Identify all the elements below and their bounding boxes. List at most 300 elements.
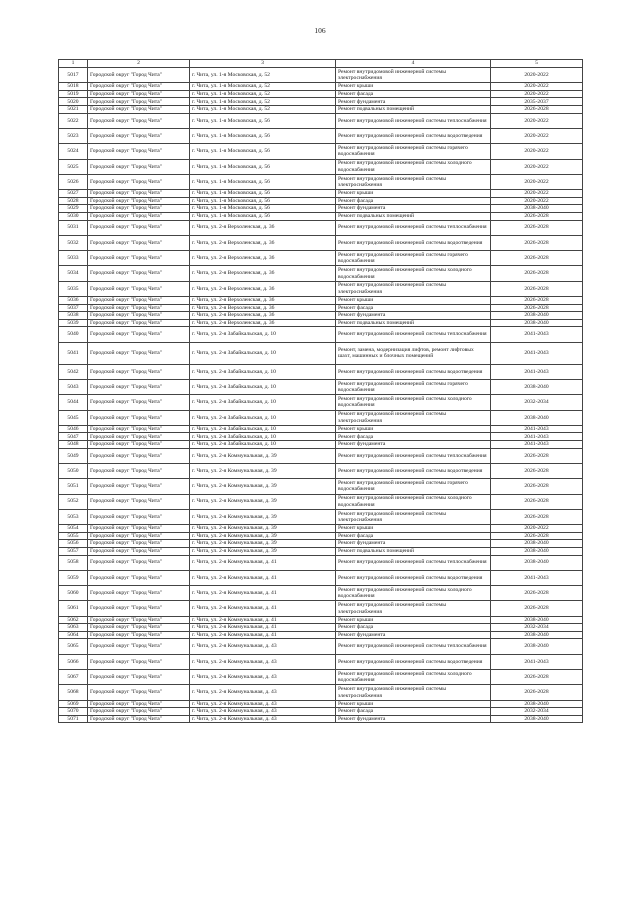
address-cell: г. Чита, ул. 2-я Забайкальская, д. 10	[190, 395, 336, 410]
period-cell: 2026-2028	[491, 463, 583, 478]
table-row	[59, 570, 583, 585]
address-cell: г. Чита, ул. 2-я Коммунальная, д. 43	[190, 670, 336, 685]
column-number: 2	[88, 60, 190, 68]
address-cell: г. Чита, ул. 1-я Московская, д. 56	[190, 205, 336, 213]
municipality-cell: Городской округ "Город Чита"	[88, 220, 190, 235]
work-type-cell: Ремонт подвальных помещений	[336, 212, 491, 220]
address-cell: г. Чита, ул. 1-я Московская, д. 52	[190, 83, 336, 91]
table-row	[59, 327, 583, 342]
address-cell: г. Чита, ул. 2-я Коммунальная, д. 39	[190, 547, 336, 555]
table-row	[59, 448, 583, 463]
work-type-cell: Ремонт крыши	[336, 425, 491, 433]
table-row	[59, 342, 583, 364]
municipality-cell: Городской округ "Город Чита"	[88, 212, 190, 220]
work-type-cell: Ремонт фасада	[336, 708, 491, 716]
table-row	[59, 281, 583, 296]
period-cell: 2038-2040	[491, 555, 583, 570]
row-number-cell: 5040	[59, 327, 88, 342]
row-number-cell: 5063	[59, 624, 88, 632]
period-cell: 2041-2043	[491, 342, 583, 364]
work-type-cell: Ремонт подвальных помещений	[336, 547, 491, 555]
period-cell: 2032-2034	[491, 708, 583, 716]
period-cell: 2026-2028	[491, 281, 583, 296]
municipality-cell: Городской округ "Город Чита"	[88, 174, 190, 189]
period-cell: 2026-2028	[491, 220, 583, 235]
period-cell: 2041-2043	[491, 433, 583, 441]
work-type-cell: Ремонт внутридомовой инженерной системы водоотведения	[336, 128, 491, 143]
work-type-cell: Ремонт подвальных помещений	[336, 319, 491, 327]
municipality-cell: Городской округ "Город Чита"	[88, 90, 190, 98]
work-type-cell: Ремонт подвальных помещений	[336, 106, 491, 114]
municipality-cell: Городской округ "Город Чита"	[88, 68, 190, 83]
municipality-cell: Городской округ "Город Чита"	[88, 601, 190, 616]
row-number-cell: 5032	[59, 235, 88, 250]
table-row	[59, 144, 583, 159]
period-cell: 2038-2040	[491, 547, 583, 555]
work-type-cell: Ремонт внутридомовой инженерной системы холодного водоснабжения	[336, 266, 491, 281]
address-cell: г. Чита, ул. 2-я Верхоленская, д. 36	[190, 297, 336, 305]
row-number-cell: 5021	[59, 106, 88, 114]
address-cell: г. Чита, ул. 2-я Коммунальная, д. 43	[190, 700, 336, 708]
table-row	[59, 532, 583, 540]
municipality-cell: Городской округ "Город Чита"	[88, 251, 190, 266]
table-row	[59, 715, 583, 723]
table-row	[59, 586, 583, 601]
period-cell: 2032-2034	[491, 395, 583, 410]
municipality-cell: Городской округ "Город Чита"	[88, 547, 190, 555]
row-number-cell: 5025	[59, 159, 88, 174]
period-cell: 2020-2022	[491, 197, 583, 205]
row-number-cell: 5023	[59, 128, 88, 143]
address-cell: г. Чита, ул. 2-я Коммунальная, д. 39	[190, 479, 336, 494]
municipality-cell: Городской округ "Город Чита"	[88, 463, 190, 478]
address-cell: г. Чита, ул. 1-я Московская, д. 56	[190, 212, 336, 220]
work-type-cell: Ремонт внутридомовой инженерной системы холодного водоснабжения	[336, 395, 491, 410]
work-type-cell: Ремонт фасада	[336, 624, 491, 632]
address-cell: г. Чита, ул. 1-я Московская, д. 56	[190, 159, 336, 174]
municipality-cell: Городской округ "Город Чита"	[88, 448, 190, 463]
row-number-cell: 5042	[59, 364, 88, 379]
column-number: 5	[491, 60, 583, 68]
row-number-cell: 5035	[59, 281, 88, 296]
row-number-cell: 5069	[59, 700, 88, 708]
table-row	[59, 319, 583, 327]
period-cell: 2026-2028	[491, 297, 583, 305]
work-type-cell: Ремонт внутридомовой инженерной системы холодного водоснабжения	[336, 586, 491, 601]
work-type-cell: Ремонт крыши	[336, 700, 491, 708]
work-type-cell: Ремонт внутридомовой инженерной системы водоотведения	[336, 364, 491, 379]
address-cell: г. Чита, ул. 2-я Коммунальная, д. 41	[190, 555, 336, 570]
row-number-cell: 5052	[59, 494, 88, 509]
municipality-cell: Городской округ "Город Чита"	[88, 197, 190, 205]
period-cell: 2038-2040	[491, 631, 583, 639]
municipality-cell: Городской округ "Город Чита"	[88, 83, 190, 91]
period-cell: 2038-2040	[491, 319, 583, 327]
row-number-cell: 5068	[59, 685, 88, 700]
table-row	[59, 212, 583, 220]
period-cell: 2041-2043	[491, 364, 583, 379]
table-row	[59, 68, 583, 83]
address-cell: г. Чита, ул. 2-я Коммунальная, д. 41	[190, 586, 336, 601]
address-cell: г. Чита, ул. 2-я Коммунальная, д. 39	[190, 494, 336, 509]
period-cell: 2035-2037	[491, 98, 583, 106]
address-cell: г. Чита, ул. 2-я Забайкальская, д. 10	[190, 364, 336, 379]
period-cell: 2041-2043	[491, 441, 583, 449]
table-row	[59, 639, 583, 654]
work-type-cell: Ремонт внутридомовой инженерной системы горячего водоснабжения	[336, 479, 491, 494]
municipality-cell: Городской округ "Город Чита"	[88, 555, 190, 570]
row-number-cell: 5048	[59, 441, 88, 449]
table-row	[59, 304, 583, 312]
period-cell: 2038-2040	[491, 410, 583, 425]
municipality-cell: Городской округ "Город Чита"	[88, 281, 190, 296]
work-type-cell: Ремонт внутридомовой инженерной системы теплоснабжения	[336, 448, 491, 463]
address-cell: г. Чита, ул. 2-я Коммунальная, д. 41	[190, 616, 336, 624]
municipality-cell: Городской округ "Город Чита"	[88, 586, 190, 601]
municipality-cell: Городской округ "Город Чита"	[88, 441, 190, 449]
address-cell: г. Чита, ул. 2-я Коммунальная, д. 39	[190, 525, 336, 533]
address-cell: г. Чита, ул. 1-я Московская, д. 52	[190, 98, 336, 106]
address-cell: г. Чита, ул. 2-я Коммунальная, д. 43	[190, 654, 336, 669]
address-cell: г. Чита, ул. 2-я Коммунальная, д. 41	[190, 631, 336, 639]
row-number-cell: 5033	[59, 251, 88, 266]
work-type-cell: Ремонт внутридомовой инженерной системы электроснабжения	[336, 281, 491, 296]
municipality-cell: Городской округ "Город Чита"	[88, 410, 190, 425]
table-row	[59, 98, 583, 106]
row-number-cell: 5059	[59, 570, 88, 585]
address-cell: г. Чита, ул. 2-я Верхоленская, д. 36	[190, 220, 336, 235]
row-number-cell: 5043	[59, 379, 88, 394]
row-number-cell: 5036	[59, 297, 88, 305]
period-cell: 2038-2040	[491, 540, 583, 548]
period-cell: 2020-2022	[491, 83, 583, 91]
work-type-cell: Ремонт внутридомовой инженерной системы теплоснабжения	[336, 113, 491, 128]
municipality-cell: Городской округ "Город Чита"	[88, 159, 190, 174]
work-type-cell: Ремонт крыши	[336, 83, 491, 91]
row-number-cell: 5049	[59, 448, 88, 463]
work-type-cell: Ремонт фундамента	[336, 715, 491, 723]
row-number-cell: 5055	[59, 532, 88, 540]
row-number-cell: 5037	[59, 304, 88, 312]
municipality-cell: Городской округ "Город Чита"	[88, 342, 190, 364]
row-number-cell: 5064	[59, 631, 88, 639]
row-number-cell: 5060	[59, 586, 88, 601]
period-cell: 2020-2022	[491, 90, 583, 98]
period-cell: 2026-2028	[491, 509, 583, 524]
work-type-cell: Ремонт внутридомовой инженерной системы электроснабжения	[336, 509, 491, 524]
repair-schedule-table	[58, 59, 583, 723]
municipality-cell: Городской округ "Город Чита"	[88, 631, 190, 639]
table-row	[59, 266, 583, 281]
address-cell: г. Чита, ул. 2-я Коммунальная, д. 43	[190, 685, 336, 700]
address-cell: г. Чита, ул. 2-я Коммунальная, д. 41	[190, 624, 336, 632]
work-type-cell: Ремонт внутридомовой инженерной системы теплоснабжения	[336, 327, 491, 342]
address-cell: г. Чита, ул. 2-я Забайкальская, д. 10	[190, 410, 336, 425]
table-row	[59, 174, 583, 189]
column-number-row	[59, 60, 583, 68]
row-number-cell: 5051	[59, 479, 88, 494]
municipality-cell: Городской округ "Город Чита"	[88, 525, 190, 533]
row-number-cell: 5020	[59, 98, 88, 106]
work-type-cell: Ремонт внутридомовой инженерной системы электроснабжения	[336, 685, 491, 700]
municipality-cell: Городской округ "Город Чита"	[88, 98, 190, 106]
municipality-cell: Городской округ "Город Чита"	[88, 700, 190, 708]
row-number-cell: 5050	[59, 463, 88, 478]
municipality-cell: Городской округ "Город Чита"	[88, 106, 190, 114]
row-number-cell: 5056	[59, 540, 88, 548]
table-row	[59, 654, 583, 669]
address-cell: г. Чита, ул. 2-я Верхоленская, д. 36	[190, 251, 336, 266]
work-type-cell: Ремонт внутридомовой инженерной системы горячего водоснабжения	[336, 379, 491, 394]
table-row	[59, 205, 583, 213]
address-cell: г. Чита, ул. 2-я Коммунальная, д. 43	[190, 639, 336, 654]
municipality-cell: Городской округ "Город Чита"	[88, 312, 190, 320]
work-type-cell: Ремонт фасада	[336, 433, 491, 441]
municipality-cell: Городской округ "Город Чита"	[88, 235, 190, 250]
period-cell: 2026-2028	[491, 586, 583, 601]
table-row	[59, 441, 583, 449]
period-cell: 2020-2022	[491, 68, 583, 83]
period-cell: 2020-2022	[491, 144, 583, 159]
municipality-cell: Городской округ "Город Чита"	[88, 266, 190, 281]
table-row	[59, 494, 583, 509]
municipality-cell: Городской округ "Город Чита"	[88, 128, 190, 143]
row-number-cell: 5046	[59, 425, 88, 433]
address-cell: г. Чита, ул. 2-я Верхоленская, д. 36	[190, 235, 336, 250]
row-number-cell: 5039	[59, 319, 88, 327]
municipality-cell: Городской округ "Город Чита"	[88, 532, 190, 540]
table-row	[59, 106, 583, 114]
work-type-cell: Ремонт внутридомовой инженерной системы горячего водоснабжения	[336, 144, 491, 159]
table-row	[59, 547, 583, 555]
work-type-cell: Ремонт фундамента	[336, 631, 491, 639]
work-type-cell: Ремонт внутридомовой инженерной системы водоотведения	[336, 463, 491, 478]
address-cell: г. Чита, ул. 2-я Забайкальская, д. 10	[190, 425, 336, 433]
row-number-cell: 5030	[59, 212, 88, 220]
municipality-cell: Городской округ "Город Чита"	[88, 364, 190, 379]
work-type-cell: Ремонт внутридомовой инженерной системы электроснабжения	[336, 601, 491, 616]
municipality-cell: Городской округ "Город Чита"	[88, 425, 190, 433]
municipality-cell: Городской округ "Город Чита"	[88, 639, 190, 654]
work-type-cell: Ремонт крыши	[336, 616, 491, 624]
table-row	[59, 410, 583, 425]
period-cell: 2026-2028	[491, 479, 583, 494]
municipality-cell: Городской округ "Город Чита"	[88, 304, 190, 312]
row-number-cell: 5053	[59, 509, 88, 524]
municipality-cell: Городской округ "Город Чита"	[88, 708, 190, 716]
period-cell: 2020-2022	[491, 128, 583, 143]
table-row	[59, 128, 583, 143]
work-type-cell: Ремонт фасада	[336, 90, 491, 98]
table-row	[59, 624, 583, 632]
address-cell: г. Чита, ул. 2-я Верхоленская, д. 36	[190, 304, 336, 312]
table-row	[59, 540, 583, 548]
work-type-cell: Ремонт внутридомовой инженерной системы горячего водоснабжения	[336, 251, 491, 266]
work-type-cell: Ремонт фундамента	[336, 312, 491, 320]
table-row	[59, 197, 583, 205]
table-row	[59, 525, 583, 533]
municipality-cell: Городской округ "Город Чита"	[88, 319, 190, 327]
period-cell: 2026-2028	[491, 670, 583, 685]
table-row	[59, 479, 583, 494]
row-number-cell: 5038	[59, 312, 88, 320]
municipality-cell: Городской округ "Город Чита"	[88, 616, 190, 624]
row-number-cell: 5017	[59, 68, 88, 83]
table-row	[59, 685, 583, 700]
municipality-cell: Городской округ "Город Чита"	[88, 479, 190, 494]
municipality-cell: Городской округ "Город Чита"	[88, 715, 190, 723]
work-type-cell: Ремонт внутридомовой инженерной системы водоотведения	[336, 654, 491, 669]
table-row	[59, 708, 583, 716]
work-type-cell: Ремонт внутридомовой инженерной системы теплоснабжения	[336, 639, 491, 654]
work-type-cell: Ремонт внутридомовой инженерной системы электроснабжения	[336, 410, 491, 425]
table-row	[59, 433, 583, 441]
address-cell: г. Чита, ул. 1-я Московская, д. 56	[190, 128, 336, 143]
table-row	[59, 425, 583, 433]
table-row	[59, 113, 583, 128]
column-number: 1	[59, 60, 88, 68]
row-number-cell: 5058	[59, 555, 88, 570]
work-type-cell: Ремонт фундамента	[336, 441, 491, 449]
address-cell: г. Чита, ул. 1-я Московская, д. 56	[190, 113, 336, 128]
table-row	[59, 509, 583, 524]
address-cell: г. Чита, ул. 2-я Верхоленская, д. 36	[190, 312, 336, 320]
work-type-cell: Ремонт крыши	[336, 525, 491, 533]
period-cell: 2020-2022	[491, 190, 583, 198]
work-type-cell: Ремонт внутридомовой инженерной системы холодного водоснабжения	[336, 494, 491, 509]
municipality-cell: Городской округ "Город Чита"	[88, 144, 190, 159]
period-cell: 2038-2040	[491, 639, 583, 654]
row-number-cell: 5045	[59, 410, 88, 425]
row-number-cell: 5024	[59, 144, 88, 159]
work-type-cell: Ремонт фундамента	[336, 98, 491, 106]
row-number-cell: 5061	[59, 601, 88, 616]
table-row	[59, 297, 583, 305]
period-cell: 2026-2028	[491, 601, 583, 616]
row-number-cell: 5047	[59, 433, 88, 441]
table-row	[59, 463, 583, 478]
work-type-cell: Ремонт внутридомовой инженерной системы электроснабжения	[336, 174, 491, 189]
table-row	[59, 601, 583, 616]
address-cell: г. Чита, ул. 2-я Забайкальская, д. 10	[190, 433, 336, 441]
address-cell: г. Чита, ул. 2-я Коммунальная, д. 39	[190, 509, 336, 524]
work-type-cell: Ремонт внутридомовой инженерной системы электроснабжения	[336, 68, 491, 83]
row-number-cell: 5065	[59, 639, 88, 654]
row-number-cell: 5067	[59, 670, 88, 685]
table-row	[59, 364, 583, 379]
work-type-cell: Ремонт крыши	[336, 297, 491, 305]
period-cell: 2041-2043	[491, 425, 583, 433]
period-cell: 2020-2022	[491, 113, 583, 128]
address-cell: г. Чита, ул. 2-я Коммунальная, д. 39	[190, 448, 336, 463]
period-cell: 2020-2022	[491, 525, 583, 533]
table-row	[59, 700, 583, 708]
address-cell: г. Чита, ул. 2-я Забайкальская, д. 10	[190, 342, 336, 364]
work-type-cell: Ремонт фундамента	[336, 540, 491, 548]
address-cell: г. Чита, ул. 1-я Московская, д. 56	[190, 144, 336, 159]
row-number-cell: 5028	[59, 197, 88, 205]
municipality-cell: Городской округ "Город Чита"	[88, 113, 190, 128]
work-type-cell: Ремонт фасада	[336, 532, 491, 540]
row-number-cell: 5029	[59, 205, 88, 213]
period-cell: 2038-2040	[491, 312, 583, 320]
address-cell: г. Чита, ул. 2-я Коммунальная, д. 41	[190, 601, 336, 616]
row-number-cell: 5066	[59, 654, 88, 669]
work-type-cell: Ремонт внутридомовой инженерной системы холодного водоснабжения	[336, 670, 491, 685]
municipality-cell: Городской округ "Город Чита"	[88, 570, 190, 585]
row-number-cell: 5054	[59, 525, 88, 533]
period-cell: 2020-2022	[491, 174, 583, 189]
address-cell: г. Чита, ул. 2-я Коммунальная, д. 41	[190, 570, 336, 585]
table-row	[59, 159, 583, 174]
municipality-cell: Городской округ "Город Чита"	[88, 190, 190, 198]
row-number-cell: 5034	[59, 266, 88, 281]
municipality-cell: Городской округ "Город Чита"	[88, 509, 190, 524]
table-row	[59, 190, 583, 198]
period-cell: 2020-2022	[491, 159, 583, 174]
column-number: 4	[336, 60, 491, 68]
municipality-cell: Городской округ "Город Чита"	[88, 670, 190, 685]
municipality-cell: Городской округ "Город Чита"	[88, 433, 190, 441]
period-cell: 2026-2028	[491, 266, 583, 281]
table-row	[59, 379, 583, 394]
period-cell: 2032-2034	[491, 624, 583, 632]
period-cell: 2026-2028	[491, 251, 583, 266]
address-cell: г. Чита, ул. 2-я Верхоленская, д. 36	[190, 319, 336, 327]
row-number-cell: 5070	[59, 708, 88, 716]
work-type-cell: Ремонт внутридомовой инженерной системы водоотведения	[336, 570, 491, 585]
row-number-cell: 5022	[59, 113, 88, 128]
address-cell: г. Чита, ул. 2-я Верхоленская, д. 36	[190, 266, 336, 281]
address-cell: г. Чита, ул. 2-я Верхоленская, д. 36	[190, 281, 336, 296]
work-type-cell: Ремонт внутридомовой инженерной системы водоотведения	[336, 235, 491, 250]
work-type-cell: Ремонт крыши	[336, 190, 491, 198]
municipality-cell: Городской округ "Город Чита"	[88, 297, 190, 305]
address-cell: г. Чита, ул. 1-я Московская, д. 52	[190, 68, 336, 83]
work-type-cell: Ремонт внутридомовой инженерной системы теплоснабжения	[336, 555, 491, 570]
row-number-cell: 5041	[59, 342, 88, 364]
period-cell: 2041-2043	[491, 327, 583, 342]
municipality-cell: Городской округ "Город Чита"	[88, 654, 190, 669]
work-type-cell: Ремонт фундамента	[336, 205, 491, 213]
period-cell: 2026-2028	[491, 448, 583, 463]
period-cell: 2026-2028	[491, 685, 583, 700]
table-row	[59, 251, 583, 266]
address-cell: г. Чита, ул. 2-я Коммунальная, д. 43	[190, 715, 336, 723]
row-number-cell: 5019	[59, 90, 88, 98]
period-cell: 2026-2028	[491, 304, 583, 312]
table-row	[59, 83, 583, 91]
period-cell: 2041-2043	[491, 654, 583, 669]
row-number-cell: 5018	[59, 83, 88, 91]
address-cell: г. Чита, ул. 1-я Московская, д. 52	[190, 90, 336, 98]
work-type-cell: Ремонт фасада	[336, 304, 491, 312]
address-cell: г. Чита, ул. 2-я Забайкальская, д. 10	[190, 327, 336, 342]
table-row	[59, 555, 583, 570]
row-number-cell: 5044	[59, 395, 88, 410]
work-type-cell: Ремонт внутридомовой инженерной системы теплоснабжения	[336, 220, 491, 235]
page-number: 106	[314, 26, 326, 35]
municipality-cell: Городской округ "Город Чита"	[88, 205, 190, 213]
municipality-cell: Городской округ "Город Чита"	[88, 327, 190, 342]
municipality-cell: Городской округ "Город Чита"	[88, 494, 190, 509]
address-cell: г. Чита, ул. 2-я Забайкальская, д. 10	[190, 441, 336, 449]
work-type-cell: Ремонт, замена, модернизация лифтов, ремонт лифтовых шахт, машинных и блочных помещений	[336, 342, 491, 364]
address-cell: г. Чита, ул. 2-я Коммунальная, д. 39	[190, 532, 336, 540]
row-number-cell: 5026	[59, 174, 88, 189]
period-cell: 2026-2028	[491, 494, 583, 509]
period-cell: 2026-2028	[491, 106, 583, 114]
